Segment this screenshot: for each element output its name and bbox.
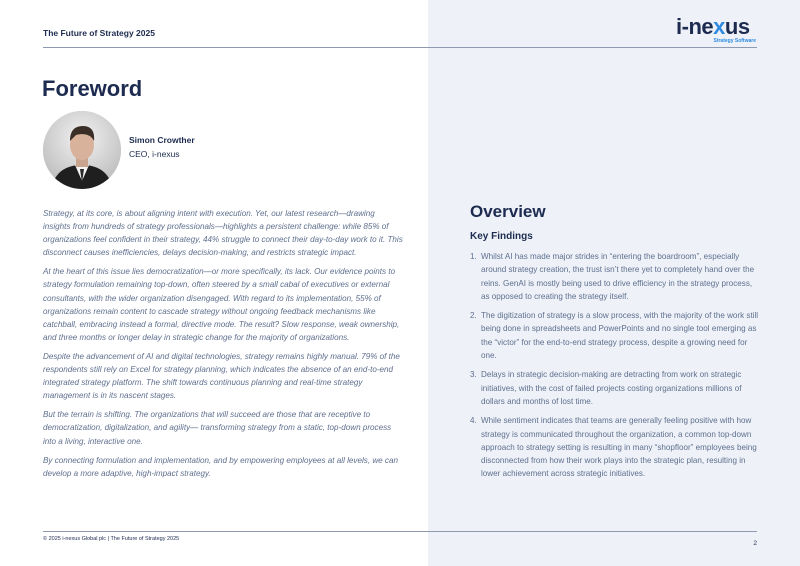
finding-text: The digitization of strategy is a slow process, with the majority of the work still being done in spreadsheets and PowerPoints and no single tool emerging as the “victor” for the end-to-end strategy process, despite a growing need for one. [481, 311, 759, 361]
finding-text: Whilst AI has made major strides in “entering the boardroom”, especially around strategy creation, the trust isn’t there yet to completely hand over the reins. GenAI is mostly being used to drive efficiency in the strategy process, as opposed to creating the strategy itself. [481, 252, 755, 301]
finding-item [470, 309, 760, 362]
logo-tagline: Strategy Software [713, 38, 756, 44]
finding-text: While sentiment indicates that teams are generally feeling positive with how strategy is communicated throughout the organization, a common top-down approach to strategy setting is resulting in many “shopfloor” employees being disconnected from how their work plays into the strategic plan, resulting in lower achievement across strategic initiatives. [481, 416, 757, 479]
foreword-paragraph: At the heart of this issue lies democratization—or more specifically, its lack. Our evidence points to strategy formulation remaining top-down, often steered by a small cabal of executives or external consultants, with the wider organization disengaged. With regard to its implementation, 55% of organizations remain content to cascade strategy without ongoing feedback mechanisms like catchball, embracing instead a formal, directive mode. The result? Slow response, weak ownership, and three months or longer delay in strategic change for the majority of organizations. [43, 267, 400, 342]
finding-number: 1. [470, 252, 477, 261]
document-title: The Future of Strategy 2025 [43, 28, 155, 38]
page-number: 2 [753, 540, 757, 547]
author-name: Simon Crowther [129, 135, 195, 145]
finding-number: 3. [470, 370, 477, 380]
finding-item [470, 368, 760, 408]
finding-item [470, 250, 760, 303]
foreword-body [43, 207, 403, 486]
logo-wordmark: i-nexus [676, 14, 750, 39]
finding-number: 4. [470, 416, 477, 426]
foreword-paragraph: Despite the advancement of AI and digital technologies, strategy remains highly manual. 79% of the respondents still rely on Excel for strategy planning, which indicates the absence of an end-to-end integrated strategy platform. The shift towards continuous planning and real-time strategy management is in its nascent stages. [43, 351, 400, 401]
author-portrait-icon [43, 111, 121, 189]
footer-copyright: © 2025 i-nexus Global plc | The Future of Strategy 2025 [43, 536, 180, 542]
finding-text: Delays in strategic decision-making are detracting from work on strategic initiatives, with the cost of failed projects costing organizations millions of dollars and months of lost time. [481, 370, 742, 406]
footer-divider [43, 531, 757, 532]
finding-item [470, 414, 760, 480]
foreword-heading: Foreword [42, 76, 143, 101]
foreword-paragraph: But the terrain is shifting. The organizations that will succeed are those that are receptive to democratization, digitalization, and agility— transforming strategy from a static, top-down process into a living, interactive one. [43, 410, 392, 446]
overview-heading: Overview [470, 202, 546, 221]
author-avatar [43, 111, 121, 189]
header-divider [43, 47, 757, 48]
foreword-paragraph: Strategy, at its core, is about aligning intent with execution. Yet, our latest research—drawing insights from hundreds of strategy professionals—highlights a persistent challenge: while 85% of organizations feel confident in their strategy, 44% struggle to connect their day-to-day work to it. This disconnect causes inefficiencies, delays decision-making, and restricts strategic impact. [43, 209, 403, 258]
key-findings-heading: Key Findings [470, 231, 533, 242]
author-role: CEO, i-nexus [129, 149, 180, 159]
company-logo [676, 16, 758, 46]
finding-number: 2. [470, 311, 477, 321]
key-findings-list [470, 250, 760, 487]
foreword-paragraph: By connecting formulation and implementation, and by empowering employees at all levels, we can develop a more adaptive, high-impact strategy. [43, 455, 398, 478]
